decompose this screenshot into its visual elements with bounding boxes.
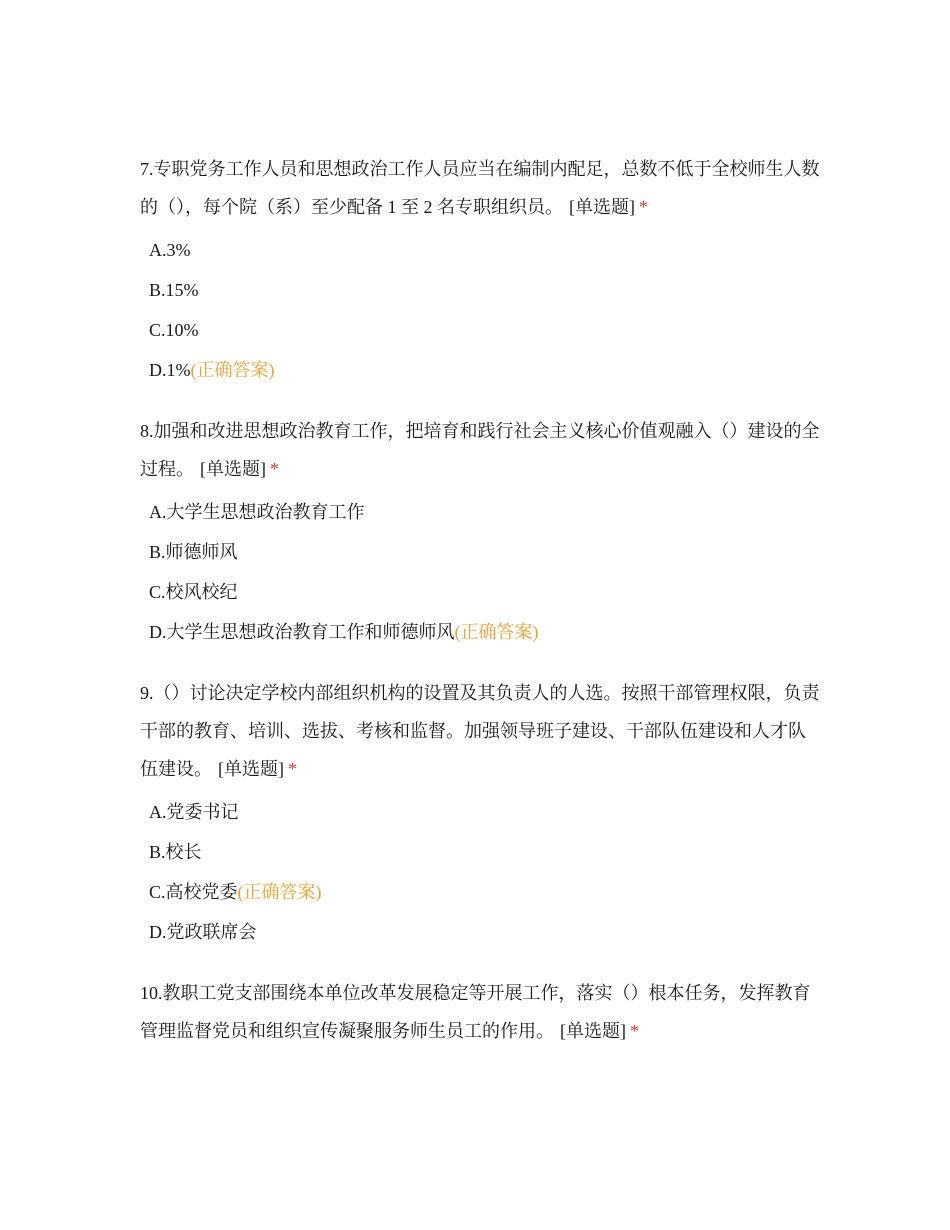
option-label: A.大学生思想政治教育工作: [149, 502, 365, 522]
option-d[interactable]: [140, 350, 820, 390]
option-b[interactable]: [140, 832, 820, 872]
option-label: A.党委书记: [149, 802, 239, 822]
option-label: B.师德师风: [149, 542, 238, 562]
question-type-label: [单选题]: [200, 459, 266, 479]
correct-answer-tag: (正确答案): [190, 360, 275, 380]
option-label: B.校长: [149, 842, 202, 862]
question-text: [140, 674, 820, 788]
correct-answer-tag: (正确答案): [454, 622, 539, 642]
question-prompt: 7.专职党务工作人员和思想政治工作人员应当在编制内配足，总数不低于全校师生人数的（），每个院（系）至少配备 1 至 2 名专职组织员。: [140, 159, 820, 217]
option-d[interactable]: [140, 912, 820, 952]
correct-answer-tag: (正确答案): [237, 882, 322, 902]
required-marker: *: [630, 1021, 639, 1041]
option-label: C.高校党委: [149, 882, 238, 902]
option-a[interactable]: [140, 230, 820, 270]
question-text: [140, 150, 820, 226]
question-10: [140, 974, 820, 1050]
question-type-label: [单选题]: [560, 1021, 626, 1041]
option-a[interactable]: [140, 792, 820, 832]
option-b[interactable]: [140, 270, 820, 310]
question-7: [140, 150, 820, 390]
option-label: D.大学生思想政治教育工作和师德师风: [149, 622, 455, 642]
question-type-label: [单选题]: [218, 759, 284, 779]
option-label: D.1%: [149, 360, 191, 380]
required-marker: *: [288, 759, 297, 779]
option-c[interactable]: [140, 872, 820, 912]
option-a[interactable]: [140, 492, 820, 532]
option-label: C.10%: [149, 320, 199, 340]
question-prompt: 10.教职工党支部围绕本单位改革发展稳定等开展工作，落实（）根本任务，发挥教育管理监督党员和组织宣传凝聚服务师生员工的作用。: [140, 983, 811, 1041]
question-type-label: [单选题]: [569, 197, 635, 217]
option-d[interactable]: [140, 612, 820, 652]
option-c[interactable]: [140, 310, 820, 350]
option-label: B.15%: [149, 280, 199, 300]
question-9: [140, 674, 820, 952]
option-label: C.校风校纪: [149, 582, 238, 602]
question-prompt: 9.（）讨论决定学校内部组织机构的设置及其负责人的人选。按照干部管理权限，负责干部的教育、培训、选拔、考核和监督。加强领导班子建设、干部队伍建设和人才队伍建设。: [140, 683, 820, 779]
option-label: D.党政联席会: [149, 922, 257, 942]
option-c[interactable]: [140, 572, 820, 612]
required-marker: *: [270, 459, 279, 479]
option-b[interactable]: [140, 532, 820, 572]
question-text: [140, 412, 820, 488]
option-label: A.3%: [149, 240, 191, 260]
survey-answer-sheet: [140, 150, 820, 1072]
question-prompt: 8.加强和改进思想政治教育工作，把培育和践行社会主义核心价值观融入（）建设的全过程。: [140, 421, 820, 479]
question-8: [140, 412, 820, 652]
question-text: [140, 974, 820, 1050]
required-marker: *: [639, 197, 648, 217]
